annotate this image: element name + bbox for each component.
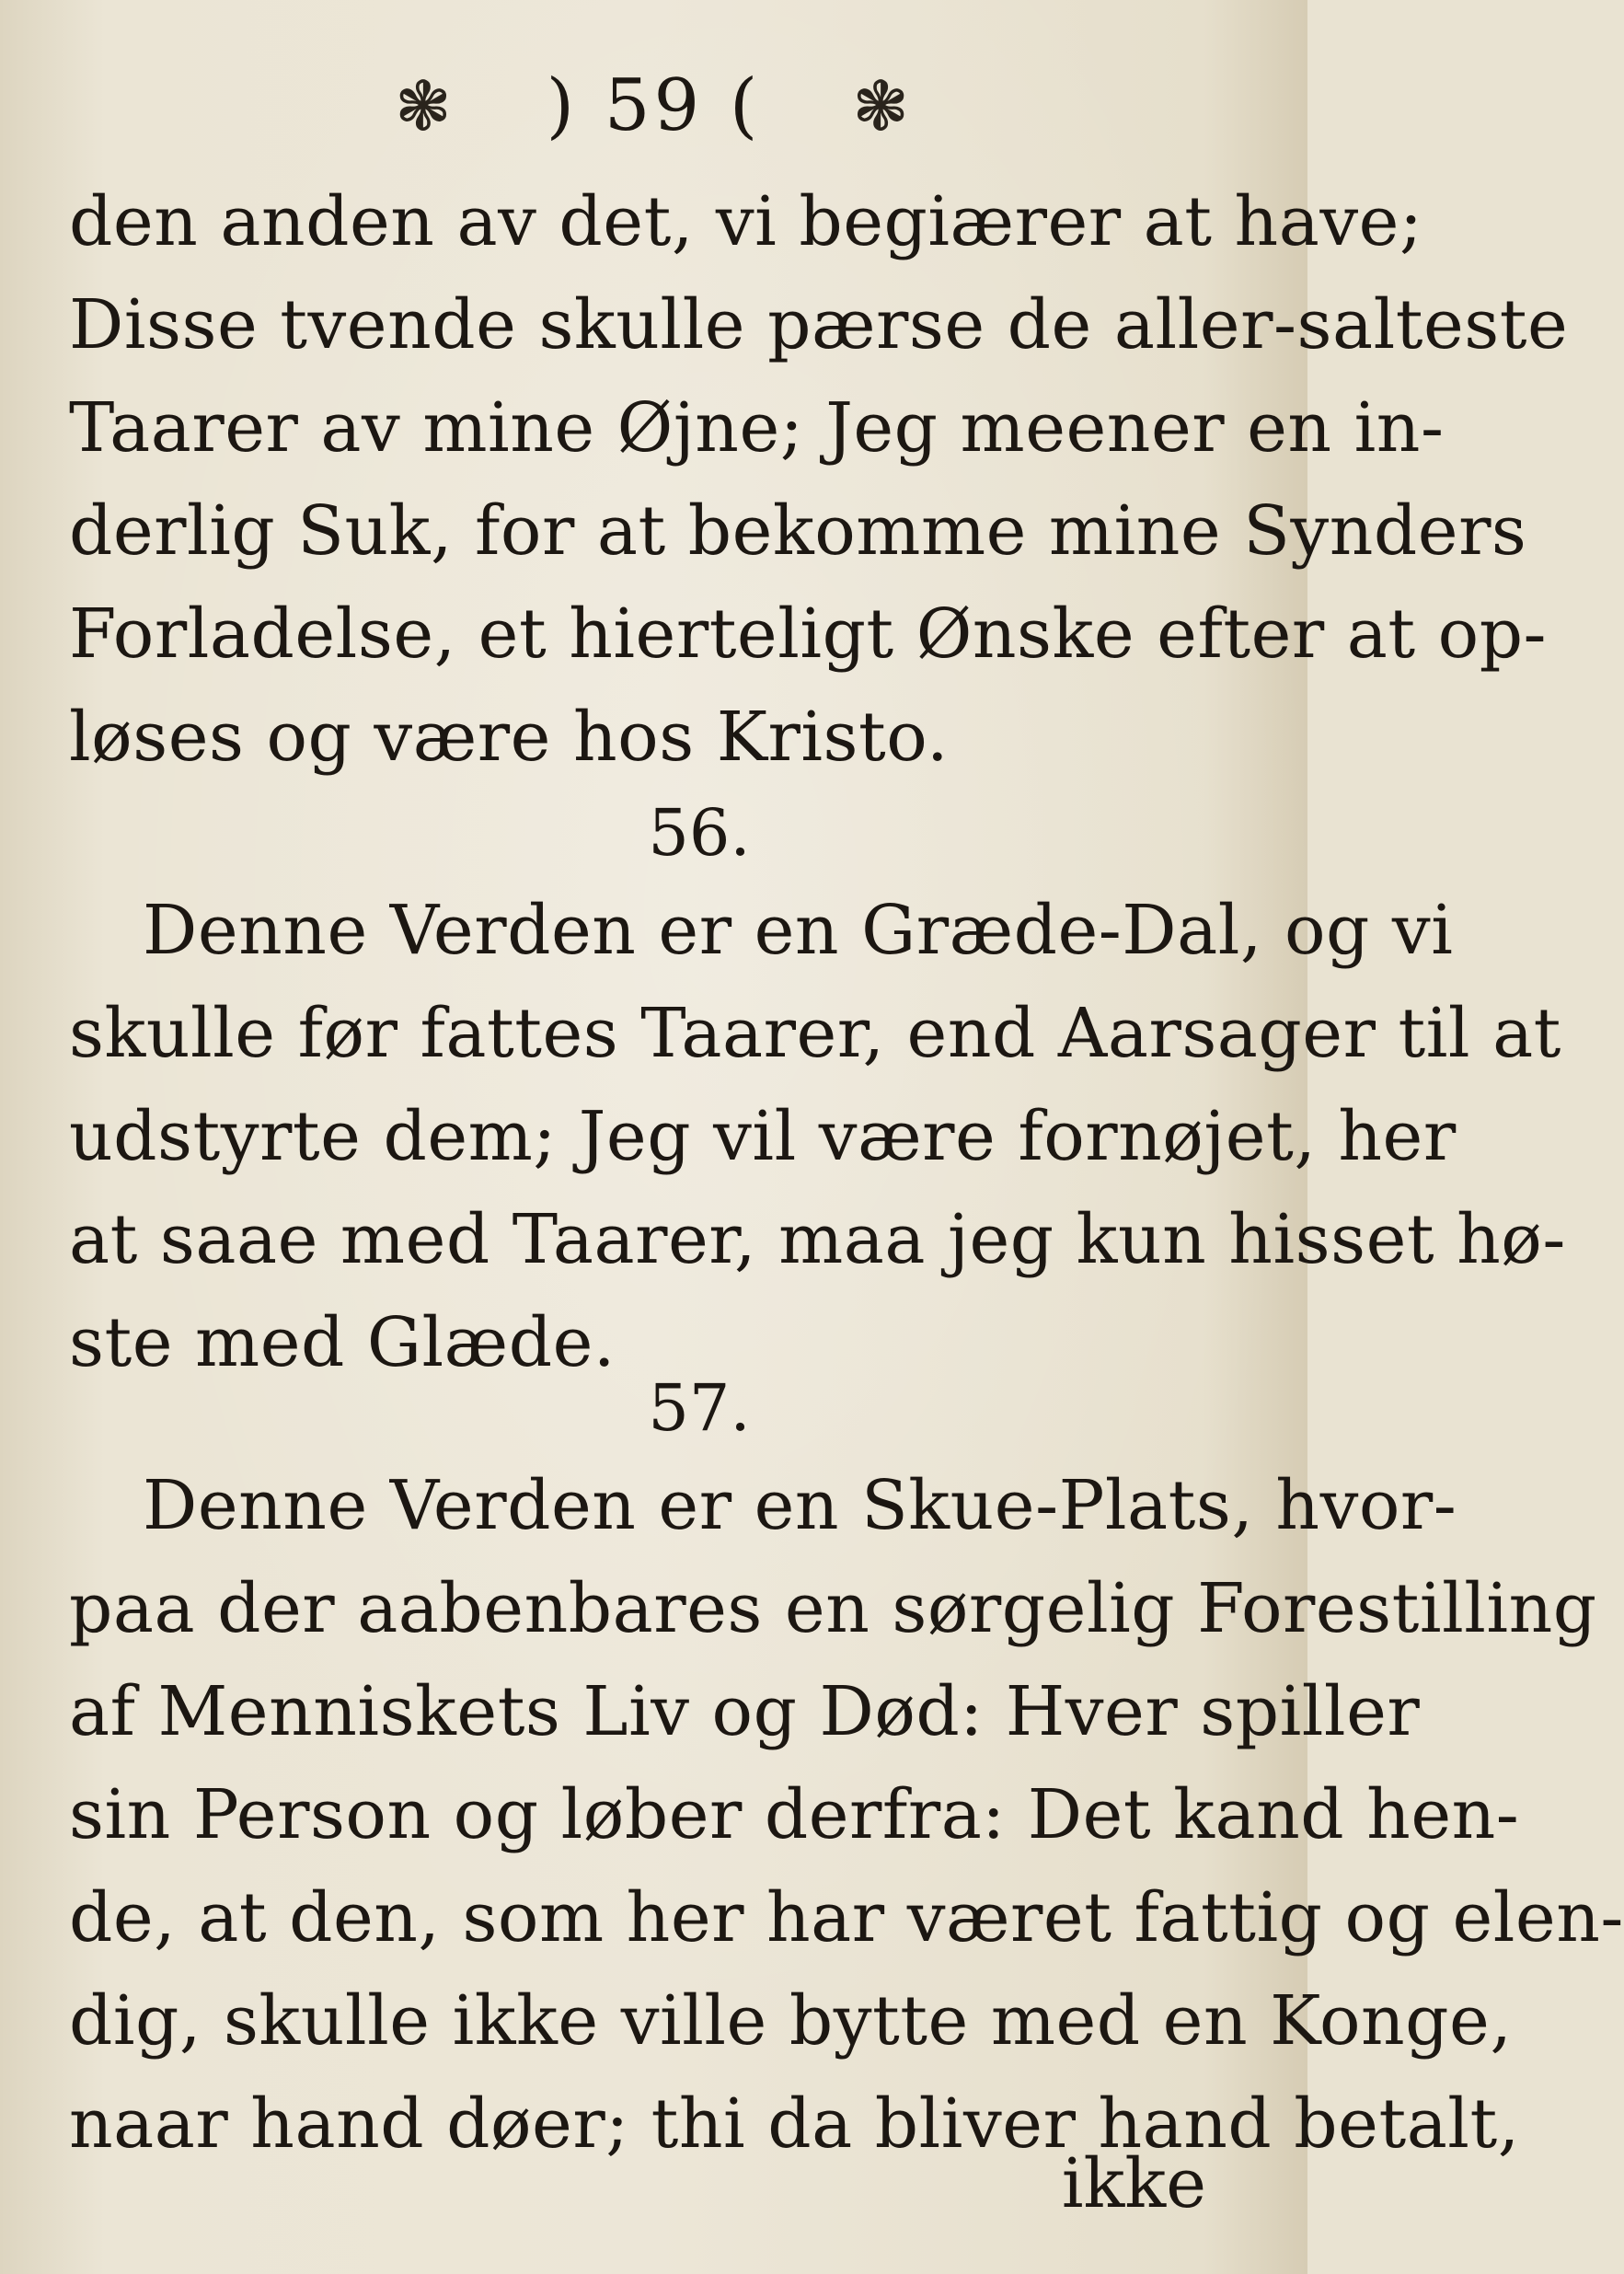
text-line: at saae med Taarer, maa jeg kun hisset hø- [69,1200,1566,1279]
text-line: Denne Verden er en Græde-Dal, og vi [143,891,1454,970]
text-line: naar hand døer; thi da bliver hand betalt, [69,2084,1520,2164]
text-line: ste med Glæde. [69,1303,616,1382]
text-line: løses og være hos Kristo. [69,698,949,777]
text-line: derlig Suk, for at bekomme mine Synders [69,491,1527,571]
text-line: Taarer av mine Øjne; Jeg meener en in- [69,388,1445,467]
page-header [0,64,1307,147]
text-line: af Menniskets Liv og Død: Hver spiller [69,1672,1421,1751]
flower-ornament-icon: ❃ [852,67,914,146]
section-56 [69,787,1566,1394]
text-line: udstyrte dem; Jeg vil være fornøjet, her [69,1097,1457,1176]
text-line: den anden av det, vi begiærer at have; [69,182,1423,261]
flower-ornament-icon: ❃ [394,67,455,146]
text-line: paa der aabenbares en sørgelig Forestilling [69,1569,1597,1648]
text-line: Forladelse, et hierteligt Ønske efter at op- [69,594,1548,674]
text-line: Denne Verden er en Skue-Plats, hvor- [143,1466,1457,1545]
section-number: 56. [648,795,751,871]
section-57 [69,1362,1624,2176]
page-number: ) 59 ( [546,64,762,147]
text-line: de, at den, som her har været fattig og elen- [69,1878,1624,1957]
intro-paragraph [69,170,1569,789]
section-number: 57. [648,1370,751,1446]
text-line: dig, skulle ikke ville bytte med en Konge, [69,1981,1513,2060]
text-line: skulle før fattes Taarer, end Aarsager til at [69,994,1561,1073]
catchword: ikke [1061,2144,1206,2223]
text-line: Disse tvende skulle pærse de aller-salteste [69,285,1569,364]
text-line: sin Person og løber derfra: Det kand hen- [69,1775,1520,1854]
